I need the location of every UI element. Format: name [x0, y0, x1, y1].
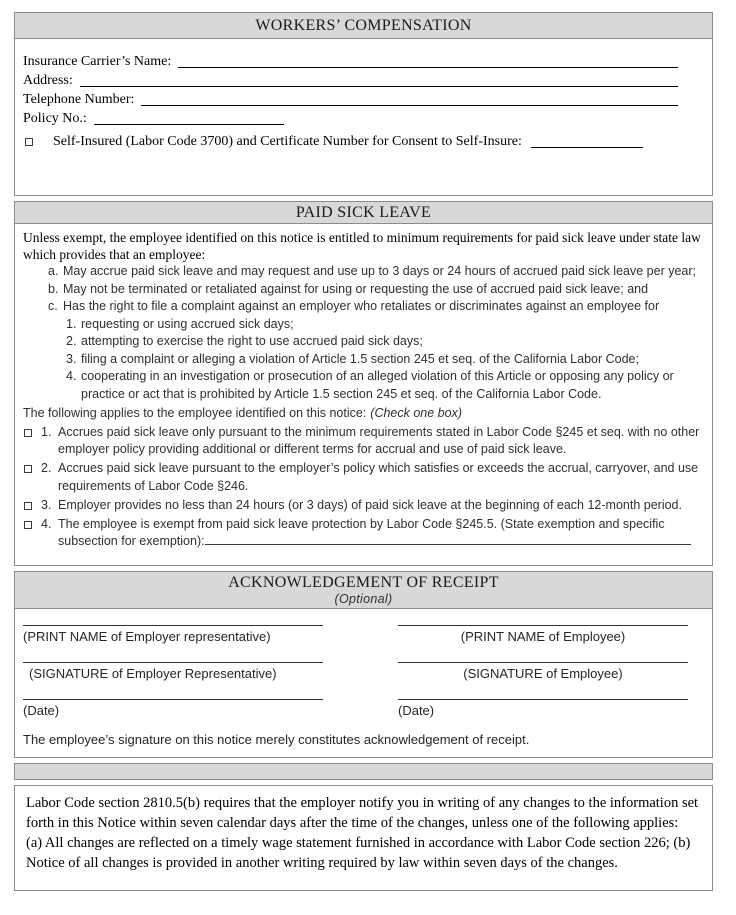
- address-label: Address:: [23, 73, 73, 88]
- employer-date-block: [23, 699, 323, 719]
- option-text: The employee is exempt from paid sick leave protection by Labor Code §245.5. (State exemption and specific subsection for exemption):: [58, 516, 665, 548]
- policy-number-label: Policy No.:: [23, 111, 87, 126]
- labor-code-notice-text: Labor Code section 2810.5(b) requires that the employer notify you in writing of any changes to the information set forth in this Notice within seven calendar days after the time of the changes, unless one of the following applies: (a) All changes are reflected on a timely wage statement furnished in accordance with Labor Code section 226; (b) Notice of all changes is provided in another writing required by law within seven days of the changes.: [26, 795, 702, 871]
- acknowledgement-subtitle: (Optional): [334, 592, 393, 606]
- acknowledgement-title: ACKNOWLEDGEMENT OF RECEIPT: [228, 574, 499, 591]
- list-item-b: [23, 281, 702, 299]
- psl-option-1-checkbox[interactable]: [24, 429, 32, 437]
- sub-item-1: [23, 316, 702, 334]
- psl-option-1: [23, 424, 702, 459]
- acknowledgement-body: [15, 609, 712, 747]
- insurance-carrier-label: Insurance Carrier’s Name:: [23, 54, 172, 69]
- employer-signature-block: [23, 662, 323, 682]
- employee-date-label: (Date): [398, 703, 435, 718]
- date-row: [23, 699, 704, 719]
- self-insured-row: [23, 128, 678, 150]
- list-marker: 1.: [66, 316, 77, 331]
- acknowledgement-footer: The employee’s signature on this notice merely constitutes acknowledgement of receipt.: [23, 732, 530, 747]
- employer-print-block: [23, 625, 323, 645]
- list-item-text: attempting to exercise the right to use accrued paid sick days;: [81, 334, 423, 348]
- column-spacer: [323, 699, 398, 719]
- column-spacer: [323, 662, 398, 699]
- psl-option-2-checkbox[interactable]: [24, 465, 32, 473]
- list-item-text: cooperating in an investigation or prosecution of an alleged violation of this Article or opposing any policy or practice or act that is prohibited by Article 1.5 section 245 et seq. of the California Labor Code.: [81, 369, 674, 401]
- option-marker: 2.: [41, 461, 52, 475]
- psl-option-4: [23, 516, 702, 551]
- acknowledgement-section: [14, 571, 713, 758]
- sub-item-2: [23, 333, 702, 351]
- list-item-text: filing a complaint or alleging a violation of Article 1.5 section 245 et seq. of the California Labor Code;: [81, 351, 639, 366]
- policy-number-field-row: [23, 108, 678, 127]
- option-text: Accrues paid sick leave only pursuant to the minimum requirements stated in Labor Code §245 et seq. with no other employer policy providing additional or different terms for accrual and use of paid sick leave.: [58, 424, 700, 456]
- sub-item-4: [23, 368, 702, 403]
- paid-sick-leave-body: [15, 224, 712, 551]
- list-marker: b.: [48, 281, 59, 296]
- paid-sick-leave-intro: Unless exempt, the employee identified on this notice is entitled to minimum requirements for paid sick leave under state law which provides that an employee:: [23, 230, 701, 262]
- employer-signature-line[interactable]: [23, 662, 323, 663]
- sub-item-3: [23, 351, 702, 369]
- option-text: Accrues paid sick leave pursuant to the employer’s policy which satisfies or exceeds the accrual, carryover, and use requirements of Labor Code §246.: [58, 461, 699, 493]
- option-marker: 4.: [41, 516, 52, 531]
- workers-compensation-title: WORKERS’ COMPENSATION: [15, 13, 712, 39]
- list-item-text: Has the right to file a complaint against an employer who retaliates or discriminates against an employee for: [63, 299, 660, 313]
- option-marker: 3.: [41, 497, 52, 512]
- applies-label: The following applies to the employee identified on this notice:: [23, 406, 367, 420]
- employee-signature-label: (SIGNATURE of Employee): [463, 666, 623, 681]
- list-marker: 3.: [66, 351, 77, 366]
- separator-band: [14, 763, 713, 780]
- signature-row: [23, 662, 704, 699]
- psl-option-2: [23, 460, 702, 495]
- telephone-field-row: [23, 89, 678, 108]
- check-one-box-note: (Check one box): [370, 406, 462, 420]
- list-marker: 2.: [66, 334, 77, 348]
- employee-signature-line[interactable]: [398, 662, 688, 663]
- list-item-text: requesting or using accrued sick days;: [81, 316, 294, 331]
- option-text-wrap: [58, 516, 702, 551]
- employee-signature-block: [398, 662, 688, 682]
- employer-date-line[interactable]: [23, 699, 323, 700]
- employee-print-name-label: (PRINT NAME of Employee): [460, 629, 626, 644]
- telephone-fill-line[interactable]: [141, 105, 678, 106]
- employee-date-line[interactable]: [398, 699, 688, 700]
- applies-line: [23, 404, 702, 422]
- insurance-carrier-field-row: [23, 51, 678, 70]
- telephone-label: Telephone Number:: [23, 92, 135, 107]
- exemption-fill-line[interactable]: [205, 535, 691, 545]
- employee-print-name-line[interactable]: [398, 625, 688, 626]
- employer-print-name-label: (PRINT NAME of Employer representative): [23, 629, 271, 644]
- psl-option-4-checkbox[interactable]: [24, 521, 32, 529]
- acknowledgement-header: [15, 572, 712, 609]
- workers-compensation-body: [15, 39, 712, 150]
- insurance-carrier-fill-line[interactable]: [178, 67, 678, 68]
- print-name-row: [23, 625, 704, 662]
- list-marker: a.: [48, 264, 59, 278]
- psl-option-3: [23, 497, 702, 515]
- psl-option-3-checkbox[interactable]: [24, 502, 32, 510]
- list-marker: 4.: [66, 369, 77, 383]
- policy-number-fill-line[interactable]: [94, 124, 284, 125]
- list-item-text: May not be terminated or retaliated against for using or requesting the use of accrued paid sick leave; and: [63, 281, 649, 296]
- list-item-text: May accrue paid sick leave and may request and use up to 3 days or 24 hours of accrued paid sick leave per year;: [63, 264, 696, 278]
- employer-print-name-line[interactable]: [23, 625, 323, 626]
- column-spacer: [323, 625, 398, 662]
- option-text: Employer provides no less than 24 hours (or 3 days) of paid sick leave at the beginning of each 12-month period.: [58, 497, 682, 512]
- self-insured-label: Self-Insured (Labor Code 3700) and Certificate Number for Consent to Self-Insure:: [53, 134, 522, 149]
- self-insured-checkbox[interactable]: [25, 138, 33, 146]
- employer-signature-label: (SIGNATURE of Employer Representative): [29, 666, 277, 681]
- employer-date-label: (Date): [23, 703, 60, 718]
- list-item-c: [23, 298, 702, 316]
- address-fill-line[interactable]: [80, 86, 678, 87]
- list-item-a: [23, 263, 702, 281]
- labor-code-notice-section: [14, 785, 713, 891]
- list-marker: c.: [48, 299, 58, 313]
- paid-sick-leave-title: PAID SICK LEAVE: [15, 202, 712, 224]
- self-insured-certificate-fill-line[interactable]: [531, 147, 643, 148]
- employee-print-block: [398, 625, 688, 645]
- option-marker: 1.: [41, 424, 52, 439]
- workers-compensation-section: [14, 12, 713, 196]
- address-field-row: [23, 70, 678, 89]
- employee-date-block: [398, 699, 688, 719]
- paid-sick-leave-section: [14, 201, 713, 566]
